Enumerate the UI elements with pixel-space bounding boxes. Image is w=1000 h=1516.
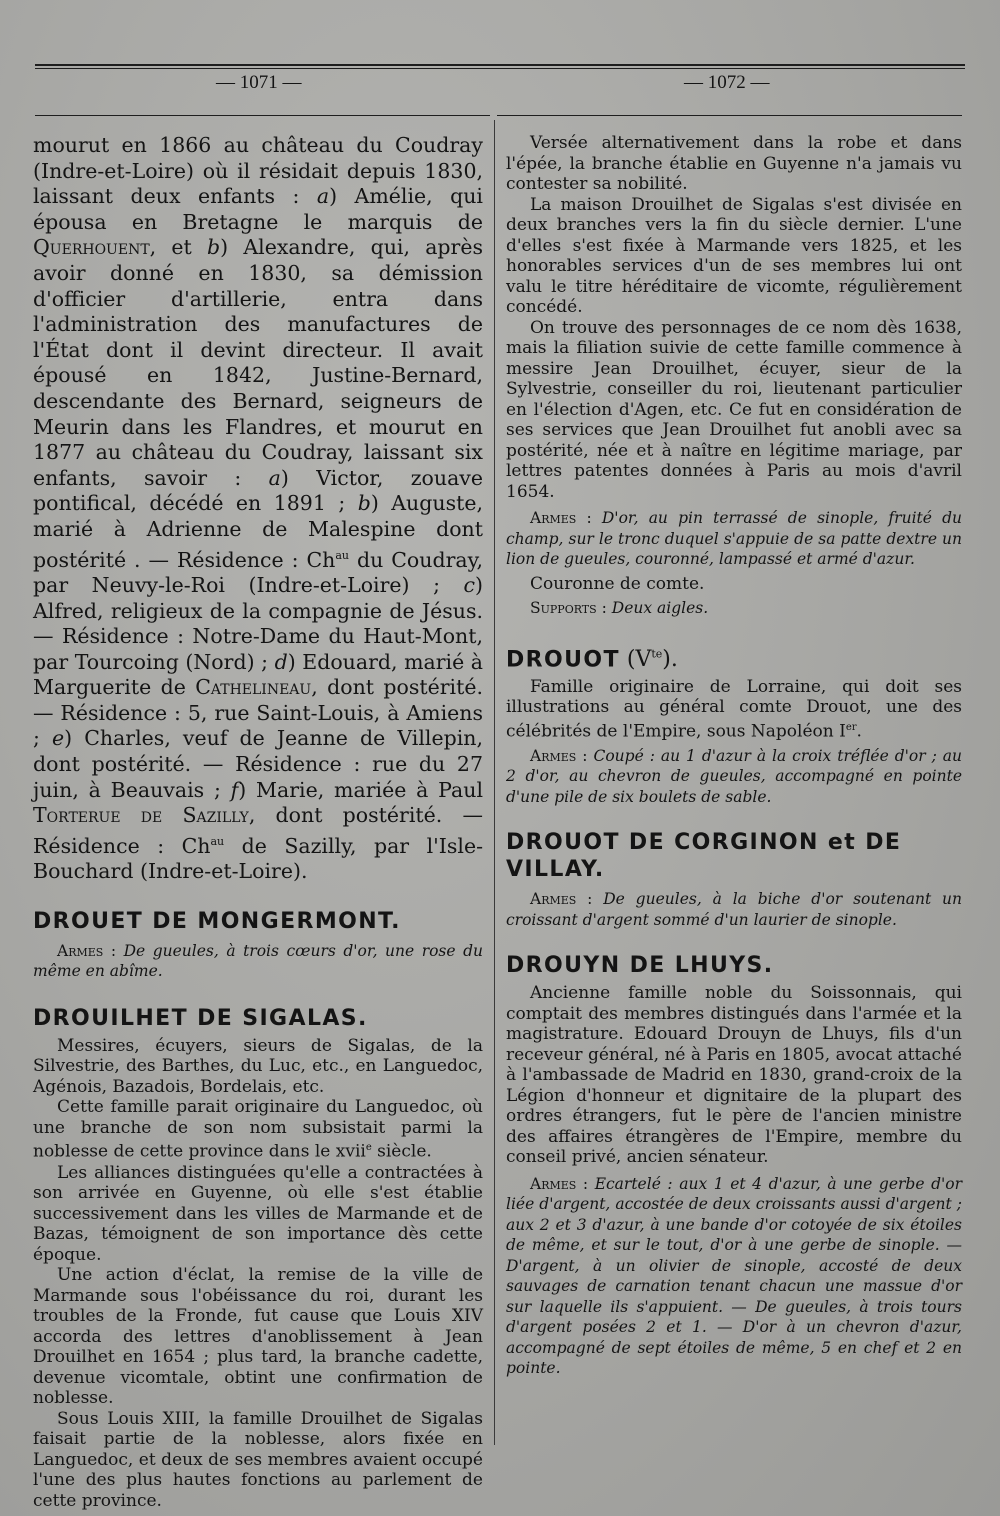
drouot-suffix-pre: (V xyxy=(619,646,652,672)
drouot-arms-label: Armes : xyxy=(530,746,588,765)
continuation-segment: a xyxy=(316,184,330,209)
drouot-arms-text: Coupé : au 1 d'azur à la croix tréflée d'or ; au 2 d'or, au chevron de gueules, accompagné en pointe d'une pile de six boulets de sable. xyxy=(506,746,962,806)
drouilhet-paragraph-1: Messires, écuyers, sieurs de Sigalas, de la Silvestrie, des Barthes, du Luc, etc., en Languedoc, Agénois, Bazadois, Bordelais, etc. xyxy=(33,1035,483,1097)
top-rule-thick xyxy=(35,64,965,66)
continuation-segment: f xyxy=(230,777,239,802)
corginon-arms-label: Armes : xyxy=(530,890,593,909)
drouilhet-supports-text: Deux aigles. xyxy=(611,599,709,617)
section-title-drouet: DROUET DE MONGERMONT. xyxy=(33,908,401,934)
drouot-paragraph-text: Famille originaire de Lorraine, qui doit ses illustrations au général comte Drouot, une des célébrités de l'Empire, sous Napoléon I xyxy=(506,676,962,742)
continuation-segment: d xyxy=(274,649,288,674)
drouilhet-cont-paragraph-1: Versée alternativement dans la robe et dans l'épée, la branche établie en Guyenne n'a jamais vu contester sa nobilité. xyxy=(506,133,962,194)
drouilhet-arms-label: Armes : xyxy=(530,509,592,527)
continuation-segment: du Coudray, par Neuvy-le-Roi (Indre-et-Loire) ; xyxy=(33,547,483,597)
drouilhet-cont-paragraph-3: On trouve des personnages de ce nom dès 1638, mais la filiation suivie de cette famille commence à messire Jean Drouilhet, écuyer, sieur de la Sylvestrie, conseiller du roi, lieutenant particulier en l'élection d'Agen, etc. Ce fut en considération de ses services que Jean Drouilhet fut anobli avec sa postérité, née et à naître en légitime mariage, par lettres patentes données à Paris au mois d'avril 1654. xyxy=(506,317,962,502)
drouilhet-supports xyxy=(506,598,962,619)
lhuys-arms xyxy=(506,1174,962,1379)
continuation-segment: au xyxy=(210,834,225,848)
century-suffix: e xyxy=(365,1142,372,1154)
right-column xyxy=(506,133,962,1379)
continuation-segment: ) Alfred, religieux de la compagnie de Jésus. — Résidence : Notre-Dame du Haut-Mont, par Tourcoing (Nord) ; xyxy=(33,572,483,674)
continuation-segment: ) Auguste, marié à Adrienne de Malespine dont postérité . — Résidence : Ch xyxy=(33,491,483,572)
header-rule-left xyxy=(35,115,490,116)
continuation-segment: ) Victor, zouave pontifical, décédé en 1891 ; xyxy=(33,465,483,516)
drouot-suffix-sup: te xyxy=(651,647,663,661)
drouilhet-arms-text: D'or, au pin terrassé de sinople, fruité du champ, sur le tronc duquel s'appuie de sa patte dextre un lion de gueules, couronné, lampassé et armé d'azur. xyxy=(506,509,962,568)
continuation-segment: b xyxy=(357,491,371,516)
lhuys-arms-label: Armes : xyxy=(530,1174,589,1193)
continuation-segment: au xyxy=(335,548,350,562)
continuation-segment: b xyxy=(207,235,221,260)
drouilhet-paragraph-2-text: Cette famille parait originaire du Languedoc, où une branche de son nom subsistait parmi la noblesse de cette province dans le xvii xyxy=(33,1097,483,1163)
continuation-segment: , dont postérité. — Résidence : 5, rue Saint-Louis, à Amiens ; xyxy=(33,675,483,751)
continuation-segment: ) Marie, mariée à Paul xyxy=(238,777,484,802)
drouilhet-cont-paragraph-2: La maison Drouilhet de Sigalas s'est divisée en deux branches vers la fin du siècle dernier. L'une d'elles s'est fixée à Marmande vers 1825, et les honorables services d'un de ses membres lui ont valu le titre héréditaire de vicomte, régulièrement concédé. xyxy=(506,194,962,317)
continuation-paragraph xyxy=(33,133,483,885)
drouilhet-supports-label: Supports : xyxy=(530,599,607,617)
drouilhet-paragraph-3: Les alliances distinguées qu'elle a contractées à son arrivée en Guyenne, où elle s'est établie successivement dans les villes de Marmande et de Bazas, témoignent de son importance dès cette époque. xyxy=(33,1162,483,1265)
top-rule-thin xyxy=(35,68,965,69)
drouot-paragraph xyxy=(506,677,962,742)
continuation-segment: a xyxy=(268,465,281,490)
drouot-paragraph-sup: er xyxy=(845,721,857,733)
continuation-segment: ) Alexandre, qui, après avoir donné en 1830, sa démission d'officier d'artillerie, entra dans l'administration des manufactures de l'État dont il devint directeur. Il avait épousé en 1842, Justine-Bernard, descendante des Bernard, seigneurs de Meurin dans les Flandres, et mourut en 1877 au château du Coudray, laissant six enfants, savoir : xyxy=(33,235,484,490)
drouilhet-paragraph-4: Une action d'éclat, la remise de la ville de Marmande sous l'obéissance du roi, durant les troubles de la Fronde, fut cause que Louis XIV accorda des lettres d'anoblissement à Jean Drouilhet en 1654 ; plus tard, la branche cadette, devenue vicomtale, obtint une confirmation de noblesse. xyxy=(33,1265,483,1409)
continuation-segment: Querhouent xyxy=(33,235,150,260)
continuation-segment: , dont postérité. — Résidence : Ch xyxy=(33,803,483,858)
continuation-segment: c xyxy=(463,572,475,597)
drouot-title-suffix xyxy=(620,647,678,672)
column-divider xyxy=(494,120,495,1445)
section-title-lhuys: DROUYN DE LHUYS. xyxy=(506,953,774,979)
drouot-arms xyxy=(506,746,962,808)
drouilhet-paragraph-2 xyxy=(33,1097,483,1162)
drouot-title: DROUOT xyxy=(506,646,620,672)
continuation-segment: mourut en 1866 au château du Coudray (Indre-et-Loire) où il résidait depuis 1830, laissant deux enfants : xyxy=(33,133,483,209)
lhuys-paragraph: Ancienne famille noble du Soissonnais, qui comptait des membres distingués dans l'armée et la magistrature. Edouard Drouyn de Lhuys, fils d'un receveur général, né à Paris en 1805, avocat attaché à l'ambassade de Madrid en 1830, grand-croix de la Légion d'honneur et dignitaire de la plupart des ordres étrangers, fut le père de l'ancien ministre des affaires étrangères de l'Empire, membre du conseil privé, ancien sénateur. xyxy=(506,983,962,1168)
drouilhet-crown: Couronne de comte. xyxy=(530,573,705,594)
section-title-drouilhet: DROUILHET DE SIGALAS. xyxy=(33,1005,368,1031)
section-title-drouot xyxy=(506,641,962,673)
drouot-paragraph-end: . xyxy=(856,721,862,742)
right-page-number: — 1072 — xyxy=(684,72,770,93)
drouot-suffix-post: ). xyxy=(662,646,678,672)
left-page-number: — 1071 — xyxy=(216,72,302,93)
corginon-arms-text: De gueules, à la biche d'or soutenant un croissant d'argent sommé d'un laurier de sinople. xyxy=(506,890,962,929)
corginon-arms xyxy=(506,889,962,930)
continuation-segment: ) Edouard, marié à Marguerite de xyxy=(33,649,483,700)
drouet-arms-text: De gueules, à trois cœurs d'or, une rose du même en abîme. xyxy=(33,941,483,981)
section-title-corginon: DROUOT DE CORGINON et DE VILLAY. xyxy=(506,830,902,883)
continuation-segment: Cathelineau xyxy=(195,675,312,700)
continuation-segment: de Sazilly, par l'Isle-Bouchard (Indre-et-Loire). xyxy=(33,833,484,884)
lhuys-arms-text: Ecartelé : aux 1 et 4 d'azur, à une gerbe d'or liée d'argent, accostée de deux croissants aussi d'argent ; aux 2 et 3 d'azur, à une bande d'or cotoyée de six étoiles de même, et sur le tout, d'or à une gerbe de sinople. — D'argent, à un olivier de sinople, accosté de deux sauvages de carnation tenant chacun une massue d'or sur laquelle ils s'appuient. — De gueules, à trois tours d'argent posées 2 et 1. — D'or à un chevron d'azur, accompagné de sept étoiles de même, 5 en chef et 2 en pointe. xyxy=(506,1174,962,1378)
continuation-segment: ) Charles, veuf de Jeanne de Villepin, dont postérité. — Résidence : rue du 27 juin, à Beauvais ; xyxy=(33,726,483,802)
continuation-segment: e xyxy=(51,726,65,751)
continuation-segment: , et xyxy=(149,235,207,260)
drouilhet-arms xyxy=(506,508,962,570)
drouet-arms-label: Armes : xyxy=(57,941,117,960)
continuation-segment: ) Amélie, qui épousa en Bretagne le marquis de xyxy=(33,184,483,234)
drouet-arms xyxy=(33,941,483,982)
drouilhet-paragraph-2-end: siècle. xyxy=(371,1142,432,1163)
left-column xyxy=(33,133,483,1511)
header-rule-right xyxy=(497,115,962,116)
drouilhet-paragraph-5: Sous Louis XIII, la famille Drouilhet de Sigalas faisait partie de la noblesse, alors fixée en Languedoc, et deux de ses membres avaient occupé l'une des plus hautes fonctions au parlement de cette province. xyxy=(33,1408,483,1511)
continuation-segment: Torterue de Sazilly xyxy=(33,803,249,828)
